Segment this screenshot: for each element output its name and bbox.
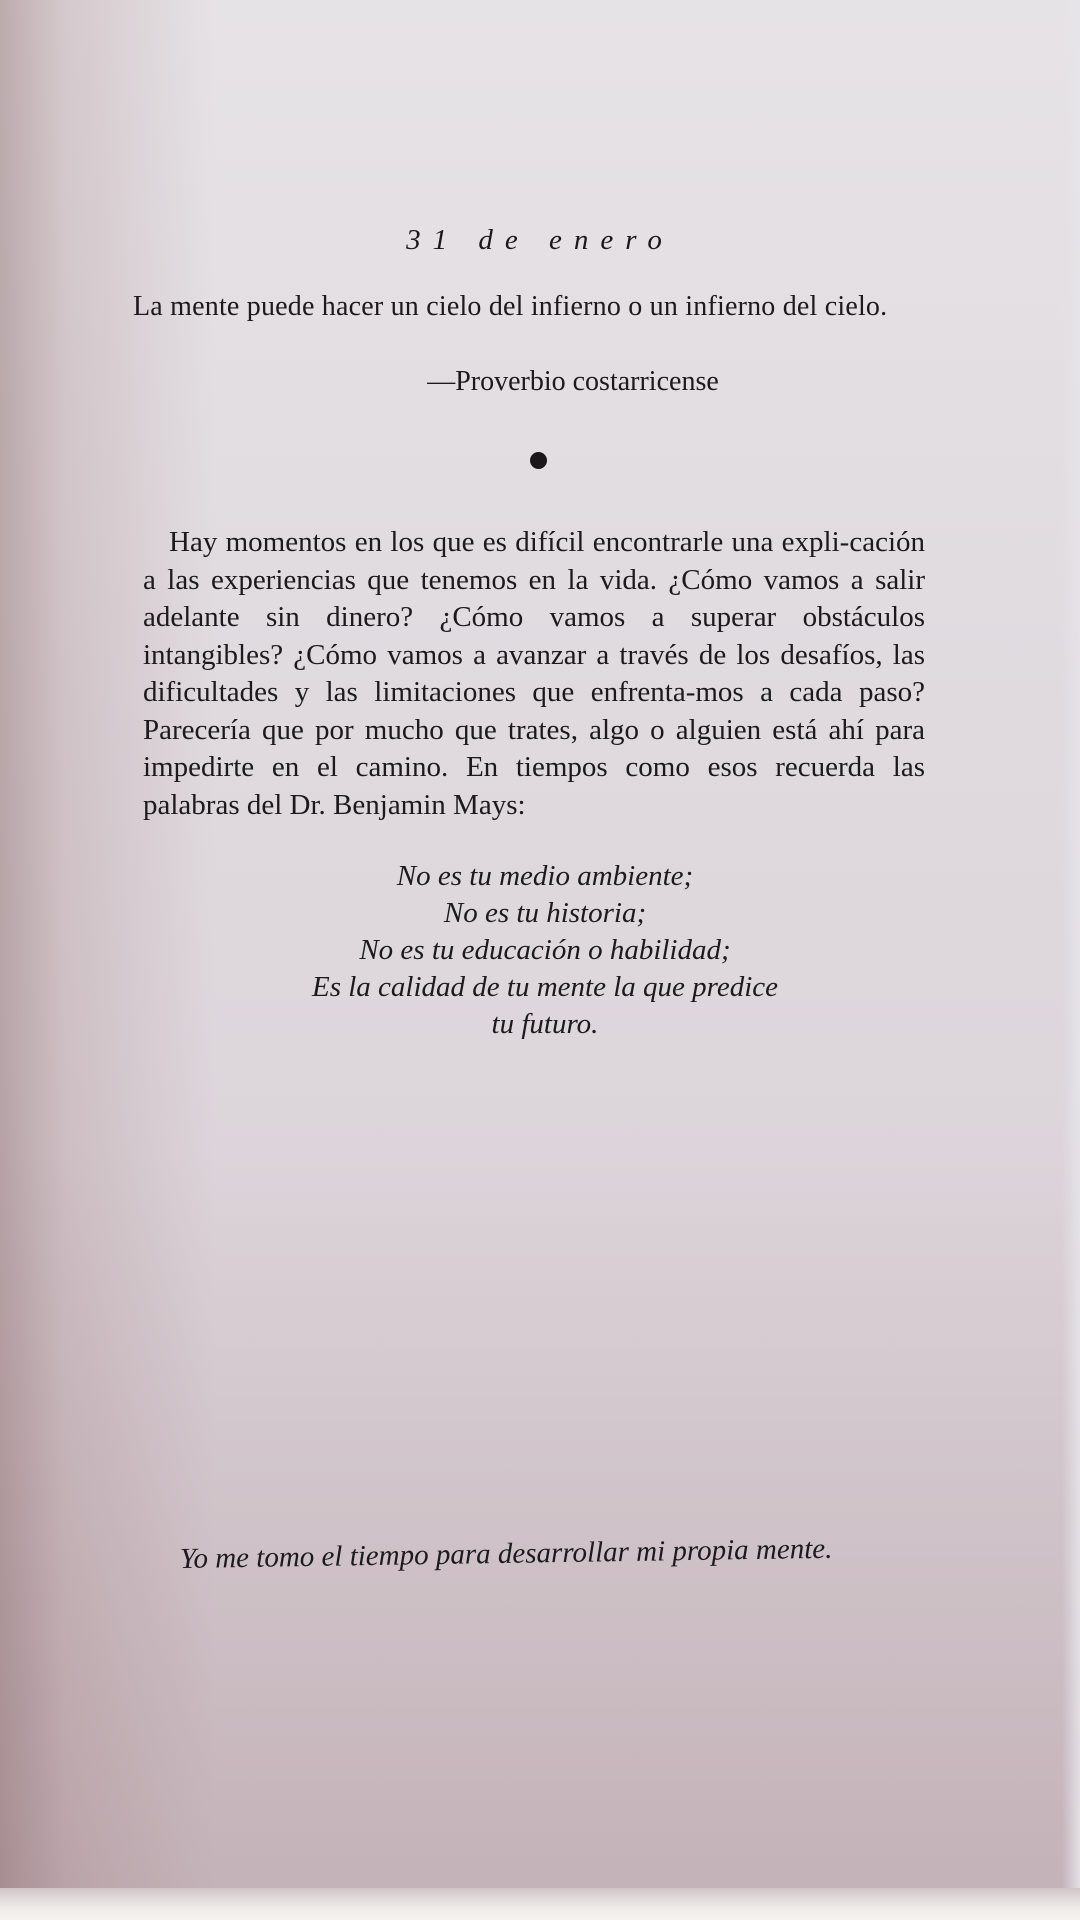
epigraph-attribution: —Proverbio costarricense (427, 366, 719, 397)
page-edge-shadow (1062, 0, 1080, 1920)
daily-affirmation: Yo me tomo el tiempo para desarrollar mi propia mente. (179, 1532, 833, 1575)
background-surface (0, 1888, 1080, 1920)
poem-line: No es tu educación o habilidad; (359, 934, 731, 966)
poem-line: No es tu historia; (443, 897, 647, 929)
poem-line: No es tu medio ambiente; (396, 860, 694, 892)
body-paragraph: Hay momentos en los que es difícil encontrarle una expli-cación a las experiencias que tenemos en la vida. ¿Cómo vamos a salir adelante sin dinero? ¿Cómo vamos a superar obstáculos intangibles? ¿Cómo vamos a avanzar a través de los desafíos, las dificultades y las limitaciones que enfrenta-mos a cada paso? Parecería que por mucho que trates, algo o alguien está ahí para impedirte en el camino. En tiempos como esos recuerda las palabras del Dr. Benjamin Mays: (143, 526, 925, 821)
date-heading: 31 de enero (406, 224, 674, 256)
section-separator-bullet (530, 452, 547, 469)
epigraph-quote: La mente puede hacer un cielo del infierno o un infierno del cielo. (133, 291, 888, 322)
poem-line: Es la calidad de tu mente la que predice (311, 971, 779, 1003)
quoted-poem (240, 858, 850, 1043)
poem-line: tu futuro. (491, 1008, 599, 1040)
